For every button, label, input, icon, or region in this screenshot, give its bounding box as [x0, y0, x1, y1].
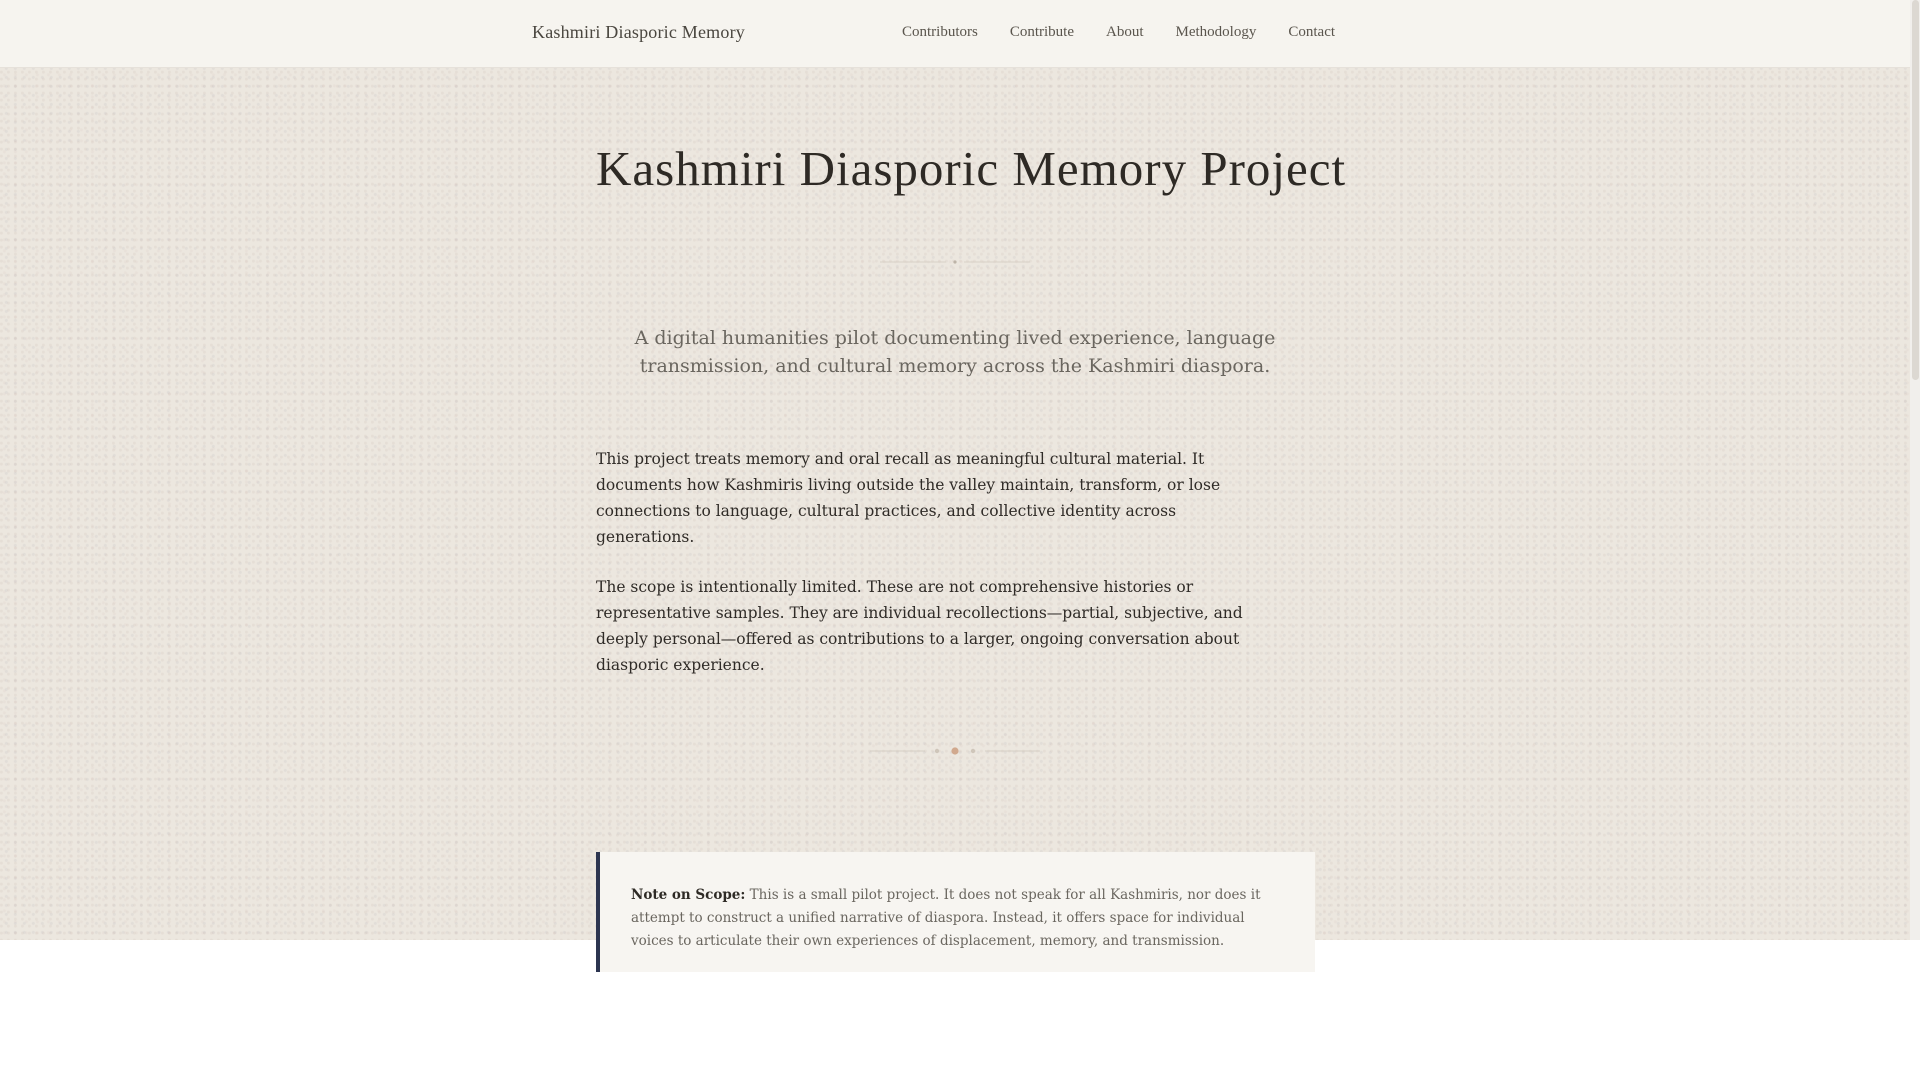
nav-link-contribute[interactable]: Contribute [1009, 24, 1075, 40]
intro-paragraph-2: The scope is intentionally limited. These are not comprehensive histories or representative samples. They are individual recollections—partial, subjective, and deeply personal—offered as contributions to a larger, ongoing conversation about diasporic experience. [596, 578, 1243, 674]
nav-link-contributors[interactable]: Contributors [902, 24, 978, 40]
title-ornament-divider [880, 258, 1030, 266]
nav-link-about[interactable]: About [1106, 24, 1144, 40]
scope-note-text: This is a small pilot project. It does not speak for all Kashmiris, nor does it attempt to construct a unified narrative of diaspora. Instead, it offers space for individual voices to articulate their own experiences of displacement, memory, and transmission. [631, 887, 1261, 949]
nav-links [902, 24, 1335, 41]
site-brand[interactable]: Kashmiri Diasporic Memory [532, 22, 745, 42]
top-navbar [0, 0, 1910, 68]
page-scrollbar[interactable] [1910, 0, 1920, 940]
intro-body [596, 446, 1276, 702]
nav-link-contact[interactable]: Contact [1288, 24, 1336, 40]
scope-note [596, 852, 1315, 972]
page-subtitle: A digital humanities pilot documenting lived experience, language transmission, and cultural memory across the Kashmiri diaspora. [634, 327, 1276, 377]
scope-note-label: Note on Scope: [631, 887, 746, 903]
section-divider [870, 744, 1040, 758]
scrollbar-thumb[interactable] [1912, 0, 1919, 380]
page-title: Kashmiri Diasporic Memory Project [596, 141, 1347, 196]
intro-paragraph-1: This project treats memory and oral recall as meaningful cultural material. It documents how Kashmiris living outside the valley maintain, transform, or lose connections to language, cultural practices, and collective identity across generations. [596, 450, 1221, 546]
nav-link-methodology[interactable]: Methodology [1175, 24, 1257, 40]
